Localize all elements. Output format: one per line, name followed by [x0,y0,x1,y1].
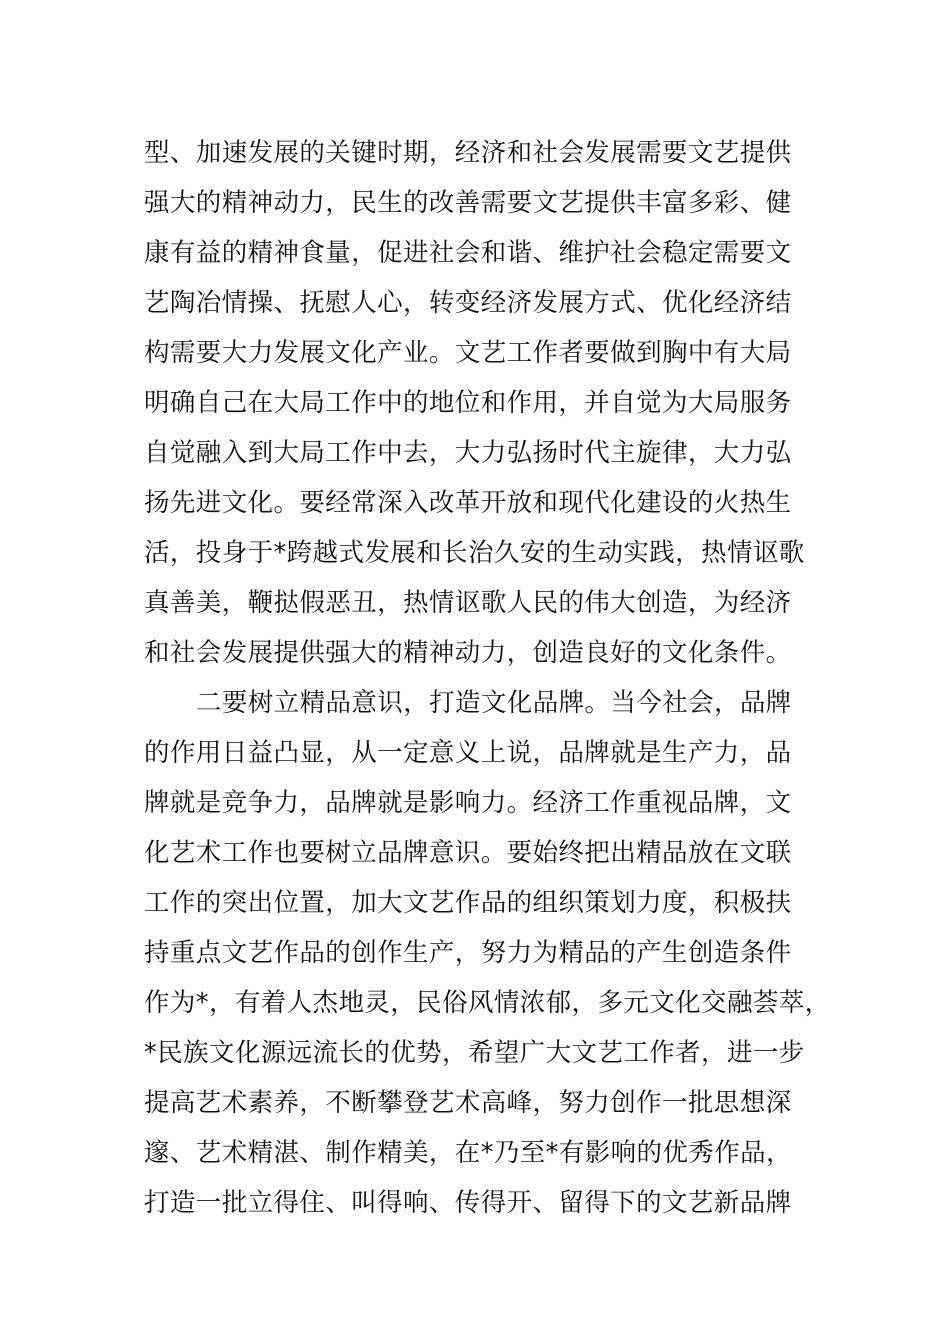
text-line: 康有益的精神食量，促进社会和谐、维护社会稳定需要文 [144,238,792,268]
text-line: 持重点文艺作品的创作生产，努力为精品的产生创造条件 [144,938,792,968]
text-line: *民族文化源远流长的优势，希望广大文艺工作者，进一步 [144,1038,805,1068]
text-line: 邃、艺术精湛、制作精美，在*乃至*有影响的优秀作品， [144,1138,792,1168]
paragraph-start-line: 二要树立精品意识，打造文化品牌。当今社会，品牌 [196,688,792,718]
text-line: 扬先进文化。要经常深入改革开放和现代化建设的火热生 [144,488,792,518]
text-line: 强大的精神动力，民生的改善需要文艺提供丰富多彩、健 [144,188,792,218]
text-line: 的作用日益凸显，从一定意义上说，品牌就是生产力，品 [144,738,792,768]
text-line: 提高艺术素养，不断攀登艺术高峰，努力创作一批思想深 [144,1088,792,1118]
text-line: 工作的突出位置，加大文艺作品的组织策划力度，积极扶 [144,888,792,918]
text-line: 作为*，有着人杰地灵，民俗风情浓郁，多元文化交融荟萃， [144,988,831,1018]
text-line: 打造一批立得住、叫得响、传得开、留得下的文艺新品牌 [144,1188,792,1218]
text-line: 艺陶冶情操、抚慰人心，转变经济发展方式、优化经济结 [144,288,792,318]
text-line: 和社会发展提供强大的精神动力，创造良好的文化条件。 [144,638,792,668]
text-line: 真善美，鞭挞假恶丑，热情讴歌人民的伟大创造，为经济 [144,588,792,618]
text-line: 明确自己在大局工作中的地位和作用，并自觉为大局服务 [144,388,792,418]
text-line: 自觉融入到大局工作中去，大力弘扬时代主旋律，大力弘 [144,438,792,468]
text-line: 牌就是竞争力，品牌就是影响力。经济工作重视品牌，文 [144,788,792,818]
text-line: 化艺术工作也要树立品牌意识。要始终把出精品放在文联 [144,838,792,868]
body-text [144,128,864,1228]
text-line: 型、加速发展的关键时期，经济和社会发展需要文艺提供 [144,138,792,168]
text-line: 活，投身于*跨越式发展和长治久安的生动实践，热情讴歌 [144,538,805,568]
text-line: 构需要大力发展文化产业。文艺工作者要做到胸中有大局 [144,338,792,368]
